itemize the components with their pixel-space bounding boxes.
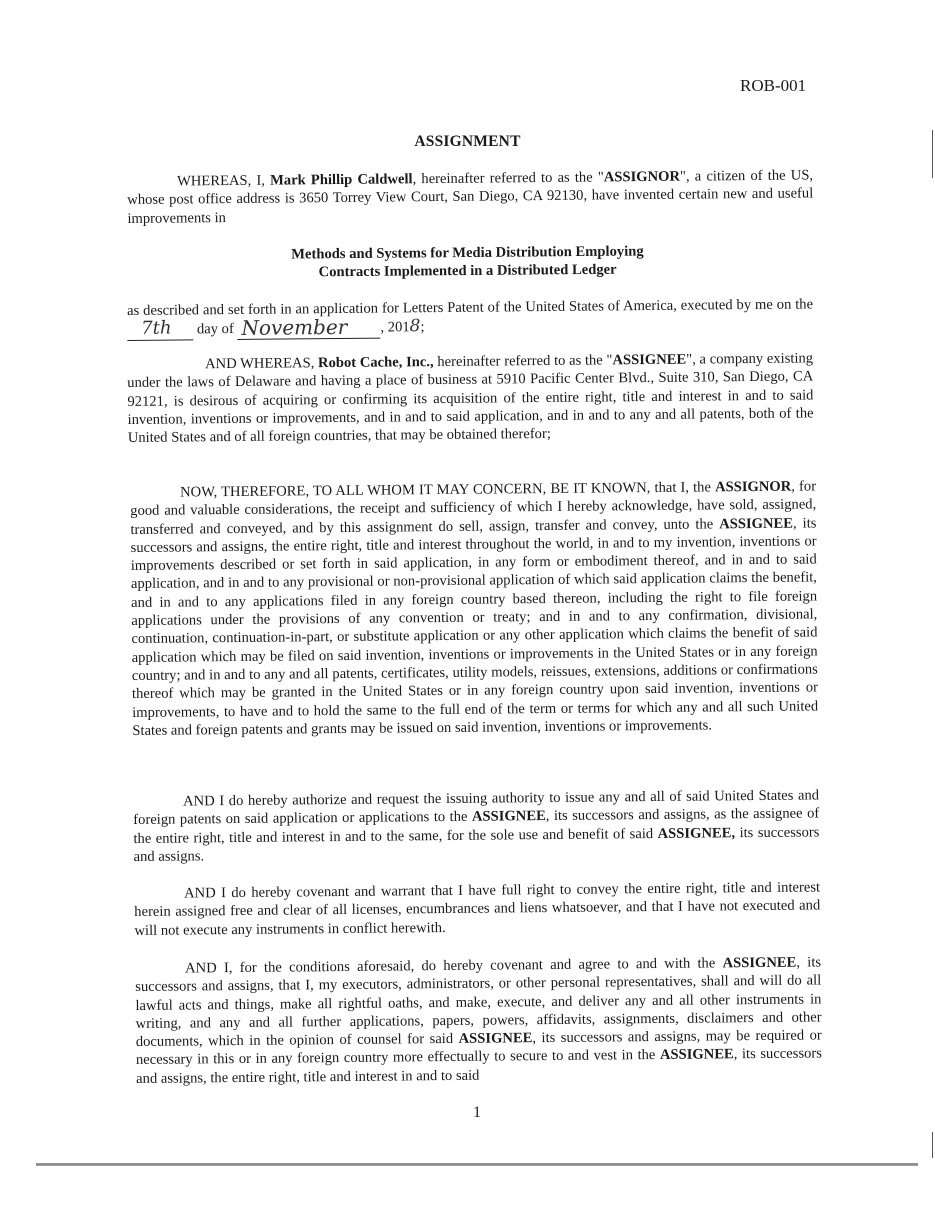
day-blank	[127, 317, 193, 341]
assignor-name: Mark Phillip Caldwell	[270, 171, 413, 189]
paragraph-warrant: AND I do hereby covenant and warrant that I have full right to convey the entire right, title and interest herein assigned free and clear of all licenses, encumbrances and liens whatsoever, and that I have not executed and will not execute any instruments in conflict herewith.	[134, 879, 821, 939]
paragraph-whereas-assignee: AND WHEREAS, Robot Cache, Inc., hereinafter referred to as the "ASSIGNEE", a company existing under the laws of Delaware and having a place of business at 5910 Pacific Center Blvd., Suite 310, San Diego, CA 92121, is desirous of acquiring or confirming its acquisition of the entire right, title and interest in and to said invention, inventions or improvements, and in and to said application, and in and to any and all patents, both of the United States and of all foreign countries, that may be obtained therefor;	[127, 350, 814, 447]
paragraph-authorize: AND I do hereby authorize and request the issuing authority to issue any and all of said United States and foreign patents on said application or applications to the ASSIGNEE, its successors and assigns, as the assignee of the entire right, title and interest in and to the same, for the sole use and benefit of said ASSIGNEE, its successors and assigns.	[133, 787, 820, 865]
invention-title: Methods and Systems for Media Distribution Employing Contracts Implemented in a Distributed Ledger	[291, 243, 644, 281]
scan-edge-line	[36, 1163, 918, 1166]
assignee-name: Robot Cache, Inc.,	[317, 354, 434, 372]
document-id: ROB-001	[740, 76, 807, 95]
paragraph-whereas-assignor: WHEREAS, I, Mark Phillip Caldwell, hereinafter referred to as the "ASSIGNOR", a citizen of the US, whose post office address is 3650 Torrey View Court, San Diego, CA 92130, have invented certain new and useful improvements in	[127, 167, 814, 227]
handwritten-year-digit: 8	[409, 316, 421, 337]
scan-edge-mark	[932, 1132, 933, 1158]
paragraph-execution-date: as described and set forth in an application for Letters Patent of the United States of America, executed by me on the 7th day of November , 2018;	[127, 296, 814, 341]
paragraph-now-therefore: NOW, THEREFORE, TO ALL WHOM IT MAY CONCERN, BE IT KNOWN, that I, the ASSIGNOR, for good and valuable considerations, the receipt and sufficiency of which I hereby acknowledge, have sold, assigned, transferred and conveyed, and by this assignment do sell, assign, transfer and convey, unto the ASSIGNEE, its successors and assigns, the entire right, title and interest throughout the world, in and to my invention, inventions or improvements described or set forth in said application, in any form or embodiment thereof, and in and to said application, and in and to any provisional or non-provisional application of which said application claims the benefit, and in and to any applications filed in any foreign country based thereon, including the right to file foreign applications under the provisions of any convention or treaty; and in and to any confirmation, divisional, continuation, continuation-in-part, or substitute application or any other application which claims the benefit of said application which may be filed on said invention, inventions or improvements in the United States or in any foreign country; and in and to any and all patents, certificates, utility models, reissues, extensions, additions or confirmations thereof which may be granted in the United States or in any foreign country upon said invention, inventions or improvements, to have and to hold the same to the full end of the term or terms for which any and all such United States and foreign patents and grants may be issued on said invention, inventions or improvements.	[130, 478, 819, 739]
page-number: 1	[473, 1104, 481, 1121]
paragraph-covenant: AND I, for the conditions aforesaid, do hereby covenant and agree to and with the ASSIGNEE, its successors and assigns, that I, my executors, administrators, or other personal representatives, shall and will do all lawful acts and things, make all rightful oaths, and make, execute, and deliver any and all other instruments in writing, and any and all further applications, papers, powers, affidavits, assignments, disclaimers and other documents, which in the opinion of counsel for said ASSIGNEE, its successors and assigns, may be required or necessary in this or in any foreign country more effectually to secure to and vest in the ASSIGNEE, its successors and assigns, the entire right, title and interest in and to said	[135, 954, 823, 1087]
document-title: ASSIGNMENT	[414, 133, 521, 150]
handwritten-month: November	[241, 315, 348, 341]
handwritten-day: 7th	[141, 317, 172, 340]
scan-edge-mark	[932, 130, 933, 178]
month-blank	[237, 315, 380, 341]
